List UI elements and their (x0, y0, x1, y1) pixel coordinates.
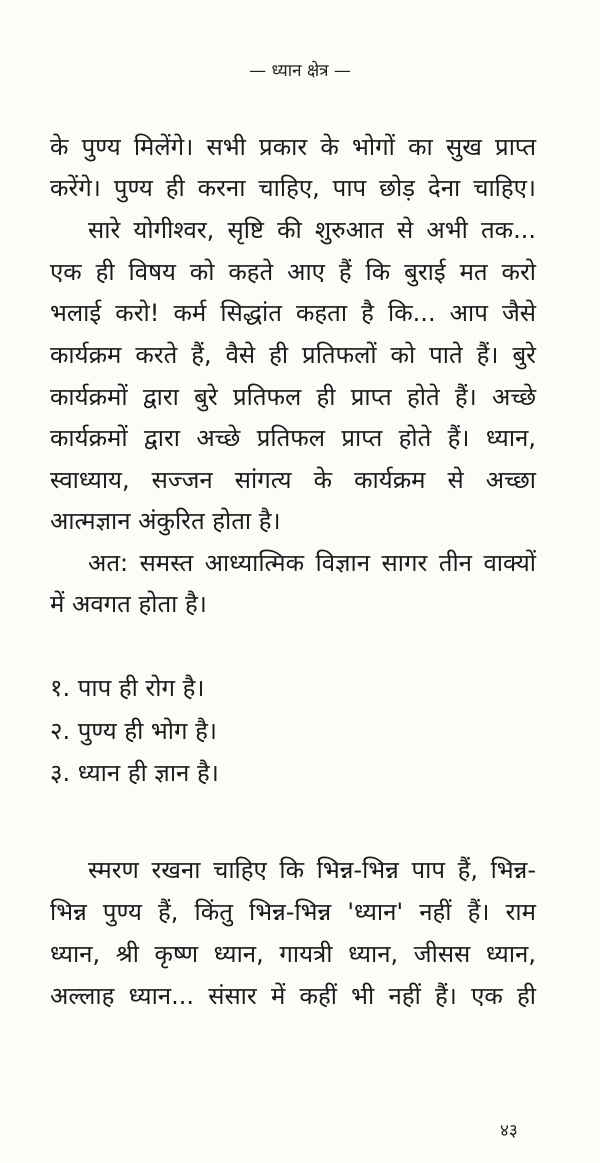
text-line: कार्यक्रमों द्वारा अच्छे प्रतिफल प्राप्त होते हैं। ध्यान, (50, 424, 536, 452)
list-item: १. पाप ही रोग है। (50, 674, 205, 702)
text-line: में अवगत होता है। (50, 590, 207, 618)
text-line: कार्यक्रमों द्वारा बुरे प्रतिफल ही प्राप्त होते हैं। अच्छे (50, 383, 536, 411)
text-line: आत्मज्ञान अंकुरित होता है। (50, 507, 281, 535)
text-line: कार्यक्रम करते हैं, वैसे ही प्रतिफलों को पाते हैं। बुरे (50, 341, 536, 369)
text-line: अत: समस्त आध्यात्मिक विज्ञान सागर तीन वाक्यों (88, 549, 536, 577)
text-line: भिन्न पुण्य हैं, किंतु भिन्न-भिन्न 'ध्यान' नहीं हैं। राम (50, 898, 536, 926)
text-line: एक ही विषय को कहते आए हैं कि बुराई मत करो (50, 258, 536, 286)
text-line: अल्लाह ध्यान... संसार में कहीं भी नहीं हैं। एक ही (50, 982, 536, 1010)
text-line: सारे योगीश्वर, सृष्टि की शुरुआत से अभी तक... (88, 216, 536, 244)
page-number: ४३ (500, 1121, 518, 1141)
text-line: करेंगे। पुण्य ही करना चाहिए, पाप छोड़ देना चाहिए। (50, 174, 536, 202)
text-line: स्मरण रखना चाहिए कि भिन्न-भिन्न पाप हैं, भिन्न- (88, 856, 536, 884)
list-item: ३. ध्यान ही ज्ञान है। (50, 759, 219, 787)
text-line: स्वाध्याय, सज्जन सांगत्य के कार्यक्रम से अच्छा (50, 466, 536, 494)
text-line: ध्यान, श्री कृष्ण ध्यान, गायत्री ध्यान, जीसस ध्यान, (50, 940, 536, 968)
list-item: २. पुण्य ही भोग है। (50, 717, 217, 745)
running-header: — ध्यान क्षेत्र — (249, 61, 351, 81)
text-line: के पुण्य मिलेंगे। सभी प्रकार के भोगों का सुख प्राप्त (50, 133, 536, 161)
text-line: भलाई करो! कर्म सिद्धांत कहता है कि... आप जैसे (50, 299, 536, 327)
